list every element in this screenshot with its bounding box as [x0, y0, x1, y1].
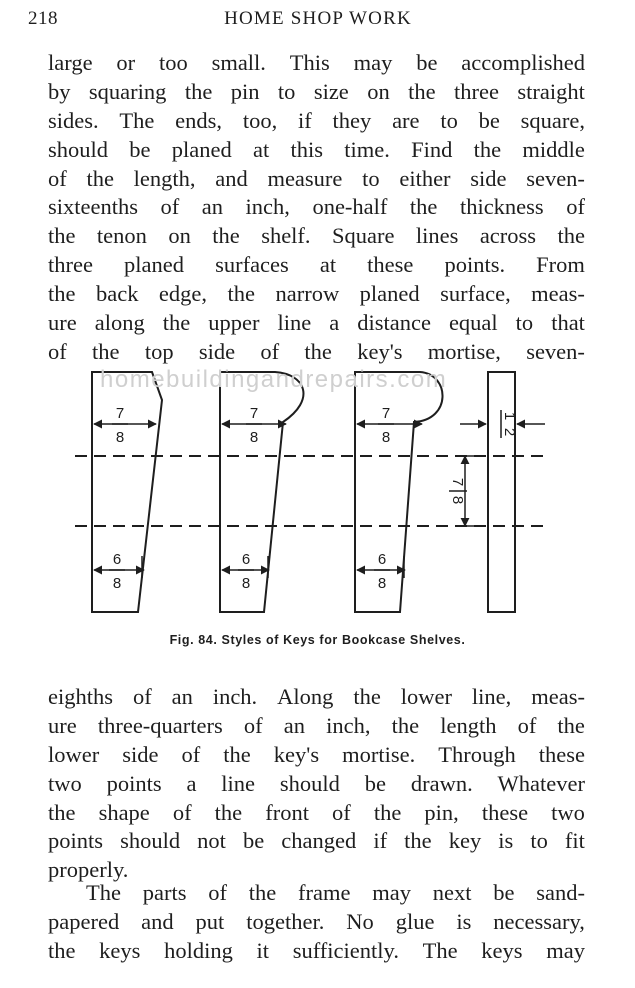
text-line: eighths of an inch. Along the lower line, meas- [48, 684, 585, 709]
dim-height-key-4 [449, 478, 467, 504]
text-line: should be planed at this time. Find the middle [48, 136, 585, 162]
watermark-text: homebuildingandrepairs.com [100, 366, 448, 393]
dim-top-numerator: 7 [381, 405, 391, 422]
key-2-outline [220, 372, 303, 612]
dim-thickness-numerator: 1 [501, 411, 518, 421]
key-4-outline [488, 372, 515, 612]
dim-top-numerator: 7 [115, 405, 125, 422]
dim-bottom-key-3 [374, 551, 390, 592]
running-title: HOME SHOP WORK [224, 8, 412, 29]
text-line: sixteenths of an inch, one-half the thickness of [48, 194, 585, 220]
dim-bottom-denominator: 8 [377, 575, 387, 592]
dim-bottom-numerator: 6 [377, 551, 387, 568]
text-line: points should not be changed if the key is to fit [48, 828, 585, 854]
text-line: sides. The ends, too, if they are to be square, [48, 107, 585, 133]
figure-caption: Fig. 84. Styles of Keys for Bookcase Shelves. [169, 633, 466, 647]
page-header [28, 8, 608, 34]
text-line: two points a line should be drawn. Whatever [48, 770, 585, 796]
key-3-outline [355, 372, 443, 612]
dim-bottom-key-1 [109, 551, 125, 592]
dim-top-numerator: 7 [249, 405, 259, 422]
dim-top-denominator: 8 [381, 429, 391, 446]
text-line: the keys holding it sufficiently. The keys may [48, 937, 585, 963]
text-line: papered and put together. No glue is necessary, [48, 908, 585, 934]
dim-top-key-3 [378, 405, 394, 446]
text-line: of the top side of the key's mortise, seven- [48, 338, 585, 364]
paragraph-3 [48, 879, 585, 966]
text-line: properly. [48, 857, 129, 883]
text-line: three planed surfaces at these points. From [48, 252, 585, 278]
keys-drawing [70, 360, 560, 630]
dim-thickness-denominator: 2 [501, 427, 518, 437]
text-line: the tenon on the shelf. Square lines across the [48, 223, 585, 249]
dim-top-key-2 [246, 405, 262, 446]
page-number: 218 [28, 8, 58, 29]
text-line: ure three-quarters of an inch, the length of the [48, 712, 585, 738]
text-line: the back edge, the narrow planed surface, meas- [48, 281, 585, 307]
text-line: of the length, and measure to either side seven- [48, 165, 585, 191]
dim-bottom-denominator: 8 [241, 575, 251, 592]
text-line: The parts of the frame may next be sand- [86, 880, 585, 905]
text-line: ure along the upper line a distance equal to that [48, 310, 585, 336]
dim-height-numerator: 7 [449, 477, 466, 487]
text-line: the shape of the front of the pin, these two [48, 799, 585, 825]
dim-bottom-denominator: 8 [112, 575, 122, 592]
paragraph-1 [48, 49, 585, 367]
dim-top-key-1 [112, 405, 128, 446]
dim-top-denominator: 8 [115, 429, 125, 446]
text-line: by squaring the pin to size on the three straight [48, 78, 585, 104]
dim-height-denominator: 8 [449, 495, 466, 505]
dim-bottom-numerator: 6 [241, 551, 251, 568]
text-line: large or too small. This may be accomplished [48, 50, 585, 75]
text-line: lower side of the key's mortise. Through these [48, 741, 585, 767]
key-1-outline [92, 372, 162, 612]
figure-keys-diagram [70, 360, 560, 660]
dim-top-denominator: 8 [249, 429, 259, 446]
dim-bottom-key-2 [238, 551, 254, 592]
dim-bottom-numerator: 6 [112, 551, 122, 568]
paragraph-2 [48, 683, 585, 885]
